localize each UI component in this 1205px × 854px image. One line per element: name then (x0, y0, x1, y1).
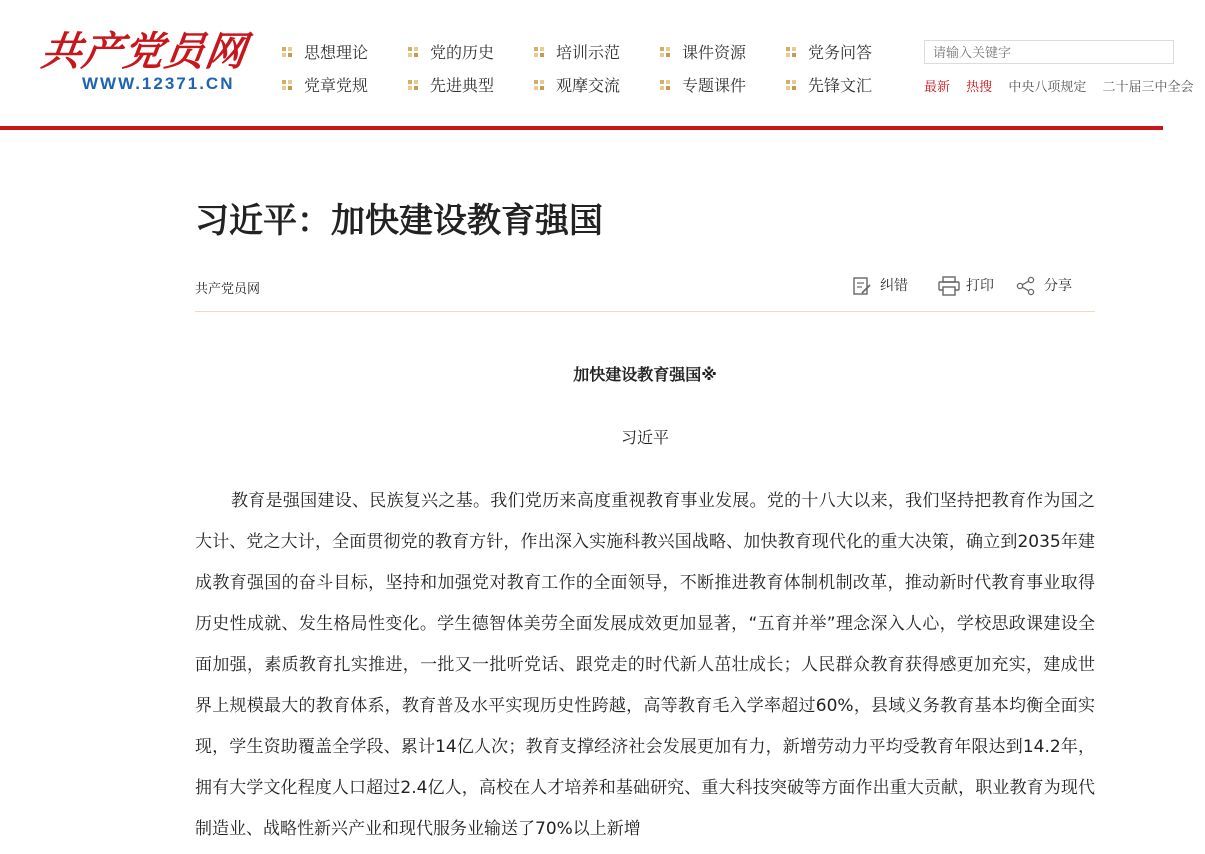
nav-label: 课件资源 (682, 43, 747, 62)
nav-label: 党务问答 (808, 43, 873, 62)
nav-label: 观摩交流 (556, 76, 621, 95)
nav-item-zhuanti[interactable] (660, 73, 746, 99)
search-input[interactable] (924, 40, 1174, 64)
nav-label: 党的历史 (430, 43, 495, 62)
header-red-bar (0, 126, 1163, 130)
nav-item-dangwu[interactable] (786, 40, 872, 66)
article-divider (195, 311, 1095, 312)
nav-bullet-icon (660, 47, 670, 57)
nav-bullet-icon (282, 47, 292, 57)
main-nav (282, 40, 912, 106)
logo-text: 共产党员网 (38, 28, 250, 75)
site-header (0, 0, 1194, 126)
nav-item-sixiang[interactable] (282, 40, 368, 66)
hot-link-plenum[interactable]: 二十届三中全会 (1102, 80, 1194, 95)
nav-label: 培训示范 (556, 43, 621, 62)
article-body: 教育是强国建设、民族复兴之基。我们党历来高度重视教育事业发展。党的十八大以来，我们坚持把教育作为国之大计、党之大计，全面贯彻党的教育方针，作出深入实施科教兴国战略、加快教育现代化的重大决策，确立到2035年建成教育强国的奋斗目标，坚持和加强党对教育工作的全面领导，不断推进教育体制机制改革，推动新时代教育事业取得历史性成就、发生格局性变化。学生德智体美劳全面发展成效更加显著，“五育并举”理念深入人心，学校思政课建设全面加强，素质教育扎实推进，一批又一批听党话、跟党走的时代新人茁壮成长；人民群众教育获得感更加充实，建成世界上规模最大的教育体系，教育普及水平实现历史性跨越，高等教育毛入学率超过60%，县域义务教育基本均衡全面实现，学生资助覆盖全学段、累计14亿人次；教育支撑经济社会发展更加有力，新增劳动力平均受教育年限达到14.2年，拥有大学文化程度人口超过2.4亿人，高校在人才培养和基础研究、重大科技突破等方面作出重大贡献，职业教育为现代制造业、战略性新兴产业和现代服务业输送了70%以上新增 (195, 491, 1095, 839)
nav-row-2 (282, 73, 912, 106)
article-subtitle: 加快建设教育强国※ (573, 365, 717, 384)
nav-bullet-icon (786, 47, 796, 57)
nav-label: 先进典型 (430, 76, 495, 95)
nav-item-dangshi[interactable] (408, 40, 494, 66)
logo-url: WWW.12371.CN (82, 74, 235, 93)
print-icon (938, 276, 960, 296)
edit-icon (852, 276, 872, 296)
nav-row-1 (282, 40, 912, 73)
nav-label: 先锋文汇 (808, 76, 873, 95)
hot-links (924, 76, 1205, 95)
share-button[interactable] (1016, 274, 1076, 298)
nav-item-xianfeng[interactable] (786, 73, 872, 99)
site-logo[interactable] (38, 20, 257, 100)
nav-bullet-icon (534, 80, 544, 90)
nav-label: 专题课件 (682, 76, 747, 95)
nav-bullet-icon (786, 80, 796, 90)
nav-item-peixun[interactable] (534, 40, 620, 66)
article-source[interactable]: 共产党员网 (195, 282, 261, 297)
hot-link-eight-rules[interactable]: 中央八项规定 (1008, 80, 1087, 95)
nav-label: 党章党规 (304, 76, 369, 95)
print-button[interactable] (938, 274, 998, 298)
nav-bullet-icon (408, 47, 418, 57)
nav-item-guanmo[interactable] (534, 73, 620, 99)
nav-item-kejian[interactable] (660, 40, 746, 66)
nav-bullet-icon (408, 80, 418, 90)
print-label: 打印 (966, 278, 994, 294)
article-title: 习近平：加快建设教育强国 (195, 201, 603, 241)
hot-link-latest[interactable]: 最新 (924, 80, 951, 95)
correction-button[interactable] (852, 274, 912, 298)
correction-label: 纠错 (880, 278, 908, 294)
hot-link-trending[interactable]: 热搜 (966, 80, 993, 95)
article-author: 习近平 (620, 428, 669, 447)
nav-label: 思想理论 (304, 43, 369, 62)
nav-item-xianjin[interactable] (408, 73, 494, 99)
share-icon (1016, 276, 1036, 296)
nav-bullet-icon (534, 47, 544, 57)
nav-bullet-icon (660, 80, 670, 90)
nav-bullet-icon (282, 80, 292, 90)
share-label: 分享 (1044, 278, 1072, 294)
nav-item-dangzhang[interactable] (282, 73, 368, 99)
